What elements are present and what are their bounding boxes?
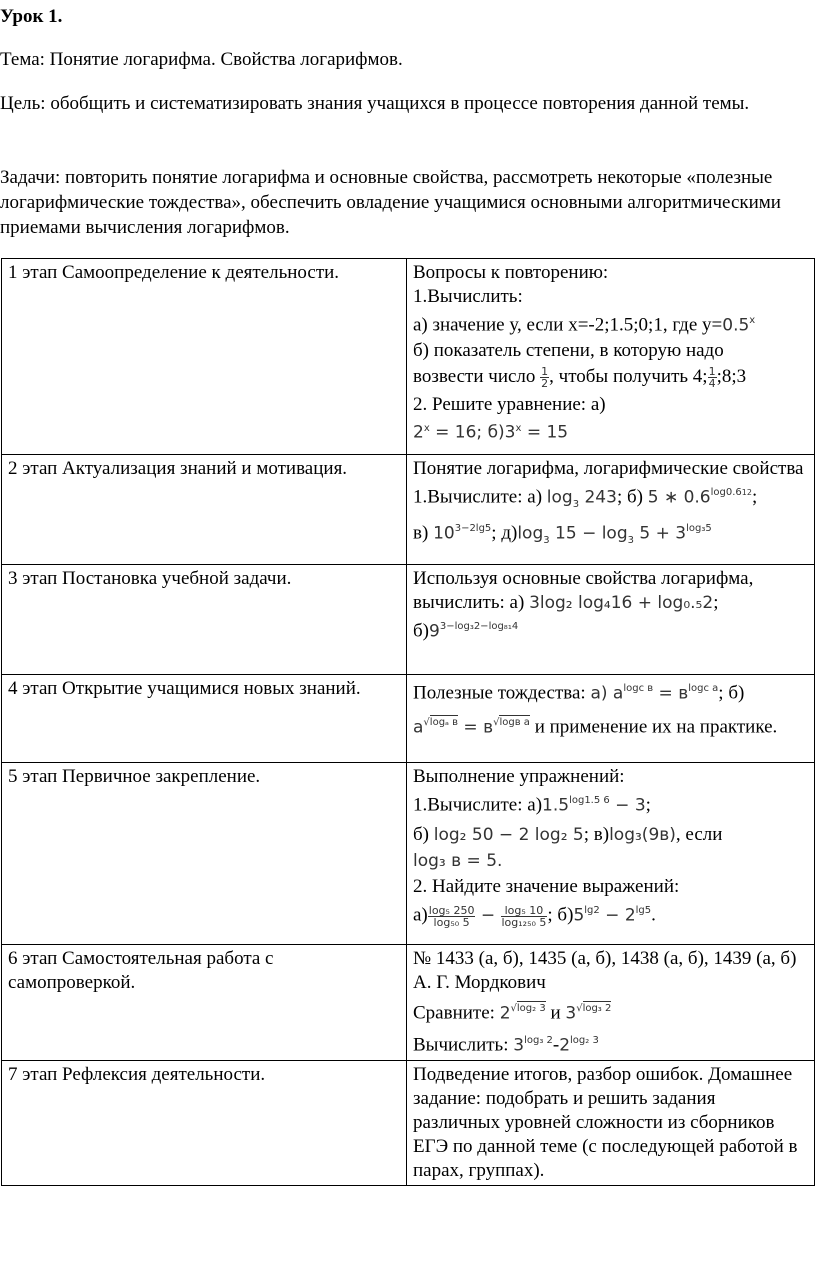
formula-sup: x: [423, 423, 430, 435]
formula: 2: [499, 1003, 511, 1024]
text: ; б): [616, 486, 648, 508]
formula-sup: 12: [741, 488, 752, 497]
fraction-den: log₁₂₅₀ 5: [501, 915, 547, 929]
text: , если: [675, 824, 723, 846]
formula-sup: lg5: [635, 905, 652, 917]
formula: − 3: [609, 795, 646, 816]
stage-content: [407, 945, 815, 1061]
formula: − 2: [599, 905, 636, 926]
stage-content: Подведение итогов, разбор ошибок. Домашнее задание: подобрать и решить задания различных уровней сложности из сборников ЕГЭ по данной теме (с последующей работой в парах, группах).: [407, 1060, 815, 1185]
text: 1.Вычислите: а): [413, 486, 547, 508]
text: а): [413, 904, 428, 926]
formula: log₃(9в): [609, 825, 676, 846]
formula-sup: log1.5 6: [569, 795, 610, 806]
text: а) значение у, если х=-2;1.5;0;1, где у=: [413, 314, 723, 336]
formula: 15 − log: [549, 523, 628, 544]
text: ; д): [491, 522, 518, 544]
content-line: [413, 677, 804, 705]
table-row: [2, 763, 815, 945]
content-line: Выполнение упражнений:: [413, 766, 625, 787]
formula-sup: √logв a: [493, 717, 530, 729]
stage-name: 1 этап Самоопределение к деятельности.: [2, 259, 407, 455]
formula: = 15: [521, 423, 569, 444]
stage-name: 5 этап Первичное закрепление.: [2, 763, 407, 945]
formula: 243: [579, 487, 617, 508]
content-line: [413, 481, 804, 517]
stage-content: [407, 675, 815, 763]
formula-sup: 3−log₃2−log₈₁4: [439, 621, 519, 632]
formula: = в: [458, 717, 494, 738]
lesson-tasks: Задачи: повторить понятие логарифма и основные свойства, рассмотреть некоторые «полезные логарифмические тождества», обеспечить овладение учащимися основными алгоритмическими приемами вычисления логарифмов.: [0, 167, 781, 238]
text: ; в): [583, 824, 610, 846]
stage-name: 6 этап Самостоятельная работа с самопроверкой.: [2, 945, 407, 1061]
formula: log: [517, 523, 544, 544]
table-row: [2, 1060, 815, 1185]
formula: 3: [513, 1035, 525, 1056]
formula-sup: 3−2lg5: [454, 523, 492, 535]
content-line: 2. Найдите значение выражений:: [413, 876, 680, 898]
formula-sup: log0.6: [710, 487, 742, 498]
fraction-den: log₅₀ 5: [433, 915, 470, 929]
text: Вычислить:: [413, 1034, 514, 1056]
formula: 9: [429, 621, 440, 642]
lesson-topic: Тема: Понятие логарифма. Свойства логарифмов.: [0, 49, 403, 70]
text: и: [545, 1002, 566, 1024]
formula-radicand: logв a: [499, 717, 530, 729]
table-row: [2, 565, 815, 675]
text: ;: [645, 794, 651, 816]
table-row: [2, 455, 815, 565]
content-line: [413, 309, 804, 337]
text: ;8;3: [716, 366, 747, 388]
formula-sub: 3: [627, 535, 635, 547]
text: 1.Вычислите: а): [413, 794, 543, 816]
fraction-num: 1: [541, 365, 549, 379]
formula: log: [546, 487, 573, 508]
fraction-num: 1: [708, 365, 716, 379]
stage-content: [407, 455, 815, 565]
formula-sup: lg2: [584, 905, 600, 917]
formula: 5: [573, 905, 585, 926]
fraction-den: 2: [541, 377, 549, 391]
text: в): [413, 522, 434, 544]
formula: a: [413, 717, 424, 738]
formula: 2: [413, 423, 424, 444]
formula-sup: logc a: [688, 683, 719, 694]
content-line: [413, 1029, 804, 1057]
formula-sup: log₃5: [686, 523, 712, 535]
formula-sup: x: [749, 315, 756, 326]
content-line: [413, 789, 804, 817]
content-line: [413, 711, 804, 739]
stage-name: 7 этап Рефлексия деятельности.: [2, 1060, 407, 1185]
text: , чтобы получить 4;: [549, 366, 708, 388]
text: ;: [713, 592, 719, 613]
formula-sup: log₂ 3: [570, 1035, 599, 1047]
text: возвести число: [413, 366, 541, 388]
stage-content: [407, 763, 815, 945]
lesson-goal: Цель: обобщить и систематизировать знания учащихся в процессе повторения данной темы.: [0, 93, 750, 114]
formula-sup: √logₐ в: [423, 717, 459, 729]
formula: 5 + 3: [634, 523, 687, 544]
formula: −: [475, 905, 501, 926]
formula-sup: x: [515, 423, 522, 435]
content-line: [413, 997, 804, 1025]
table-row: [2, 945, 815, 1061]
content-line: Вопросы к повторению:: [413, 262, 609, 283]
content-line: б) показатель степени, в которую надо: [413, 340, 724, 362]
text: б): [413, 824, 434, 846]
text: ; б): [718, 682, 745, 704]
content-line: Понятие логарифма, логарифмические свойства: [413, 458, 804, 479]
text: ; б): [547, 904, 574, 926]
stage-content: [407, 259, 815, 455]
content-line: [413, 365, 804, 389]
table-row: [2, 675, 815, 763]
fraction: [428, 905, 476, 928]
formula-radicand: log₂ 3: [516, 1003, 546, 1014]
text: -: [552, 1034, 560, 1056]
content-line: 2. Решите уравнение: а): [413, 394, 606, 416]
fraction: [708, 366, 717, 389]
content-line: № 1433 (а, б), 1435 (а, б), 1438 (а, б), 1439 (а, б) А. Г. Мордкович: [413, 948, 797, 993]
formula: = 16; б)3: [429, 423, 516, 444]
formula: 5 ∗ 0.6: [647, 487, 711, 508]
formula-radicand: log₃ 2: [582, 1003, 612, 1014]
text: и применение их на практике.: [529, 716, 778, 738]
formula-sup: √log₂ 3: [510, 1003, 546, 1014]
formula: 2: [559, 1035, 571, 1056]
text: б): [413, 620, 429, 642]
content-line: [413, 823, 804, 847]
formula: log₂ 50 − 2 log₂ 5: [433, 825, 584, 846]
fraction: [540, 366, 549, 389]
formula: 0.5: [722, 315, 750, 336]
fraction-den: 4: [708, 377, 716, 391]
content-line: [413, 615, 804, 643]
lesson-plan-table: [1, 258, 815, 1186]
stage-name: 3 этап Постановка учебной задачи.: [2, 565, 407, 675]
formula-sup: √log₃ 2: [576, 1003, 612, 1014]
text: вычислить: а): [413, 592, 530, 613]
formula: 3: [565, 1003, 577, 1024]
text: ;: [751, 486, 758, 508]
text: Полезные тождества:: [413, 682, 591, 704]
text: Сравните:: [413, 1002, 500, 1024]
fraction-num: log₅ 10: [501, 905, 548, 917]
table-row: [2, 259, 815, 455]
formula: = в: [653, 683, 689, 704]
fraction-num: log₅ 250: [428, 903, 475, 917]
content-line: [413, 517, 804, 553]
stage-name: 4 этап Открытие учащимися новых знаний.: [2, 675, 407, 763]
stage-content: [407, 565, 815, 675]
content-line: Используя основные свойства логарифма,: [413, 568, 754, 589]
formula-line: log₃ в = 5.: [413, 851, 503, 872]
content-line: [413, 899, 804, 927]
formula-sub: 3: [572, 499, 580, 511]
formula-sup: logc в: [623, 683, 654, 694]
content-line: [413, 591, 804, 615]
formula: а) a: [590, 683, 624, 704]
formula: 10: [433, 523, 455, 544]
lesson-title: Урок 1.: [0, 6, 63, 27]
fraction: [501, 905, 548, 928]
formula-sup: log₃ 2: [524, 1035, 553, 1047]
formula-line: [413, 417, 804, 445]
formula: 3log₂ log₄16 + log₀.₅2: [529, 593, 714, 613]
formula-radicand: logₐ в: [429, 717, 459, 729]
formula-sub: 3: [543, 535, 550, 547]
formula: 1.5: [542, 795, 570, 816]
stage-name: 2 этап Актуализация знаний и мотивация.: [2, 455, 407, 565]
text: .: [651, 904, 656, 926]
content-line: 1.Вычислить:: [413, 286, 523, 307]
